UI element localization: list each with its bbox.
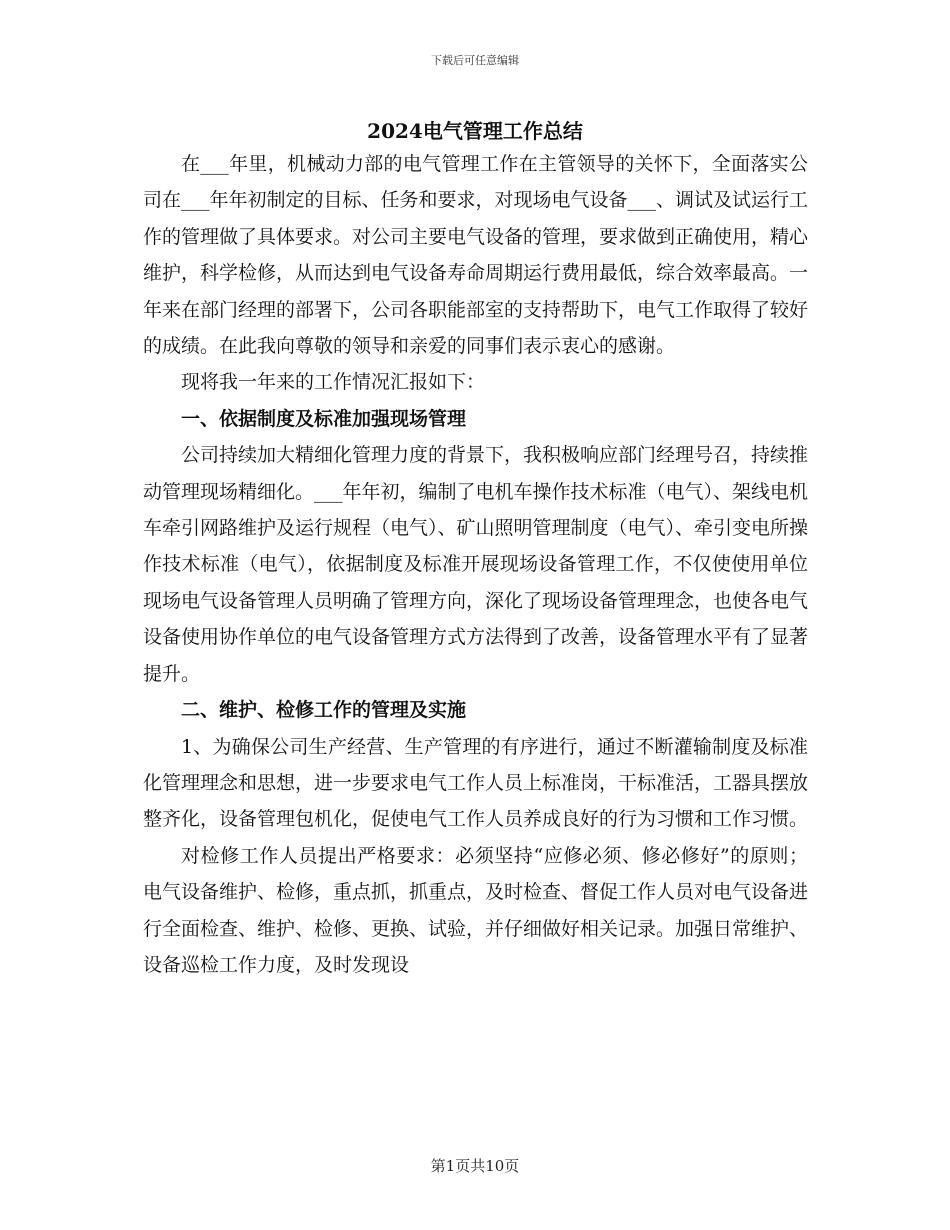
document-title: 2024电气管理工作总结: [367, 119, 583, 143]
intro-paragraph: 在___年里，机械动力部的电气管理工作在主管领导的关怀下，全面落实公司在___年年初制定的目标、任务和要求，对现场电气设备___、调试及试运行工作的管理做了具体要求。对公司主要电气设备的管理，要求做到正确使用，精心维护，科学检修，从而达到电气设备寿命周期运行费用最低，综合效率最高。一年来在部门经理的部署下，公司各职能部室的支持帮助下，电气工作取得了较好的成绩。在此我向尊敬的领导和亲爱的同事们表示衷心的感谢。: [143, 153, 809, 358]
report-lead-paragraph: 现将我一年来的工作情况汇报如下：: [181, 371, 486, 394]
document-body: [143, 146, 808, 983]
section-heading-2: 二、维护、检修工作的管理及实施: [181, 699, 467, 722]
section-2-paragraph-1: 1、为确保公司生产经营、生产管理的有序进行，通过不断灌输制度及标准化管理理念和思想，进一步要求电气工作人员上标准岗，干标准活，工器具摆放整齐化，设备管理包机化，促使电气工作人员养成良好的行为习惯和工作习惯。: [143, 735, 809, 831]
section-2-paragraph-2: 对检修工作人员提出严格要求：必须坚持“应修必须、修必修好”的原则；电气设备维护、检修，重点抓，抓重点，及时检查、督促工作人员对电气设备进行全面检查、维护、检修、更换、试验，并仔细做好相关记录。加强日常维护、设备巡检工作力度，及时发现设: [143, 844, 809, 976]
section-1-paragraph: 公司持续加大精细化管理力度的背景下，我积极响应部门经理号召，持续推动管理现场精细化。___年年初，编制了电机车操作技术标准（电气）、架线电机车牵引网路维护及运行规程（电气）、矿山照明管理制度（电气）、牵引变电所操作技术标准（电气），依据制度及标准开展现场设备管理工作，不仅使使用单位现场电气设备管理人员明确了管理方向，深化了现场设备管理理念，也使各电气设备使用协作单位的电气设备管理方式方法得到了改善，设备管理水平有了显著提升。: [143, 444, 809, 685]
section-heading-1: 一、依据制度及标准加强现场管理: [181, 407, 467, 430]
header-note: 下载后可任意编辑: [431, 54, 519, 67]
page-number-footer: 第1页共10页: [430, 1157, 520, 1175]
